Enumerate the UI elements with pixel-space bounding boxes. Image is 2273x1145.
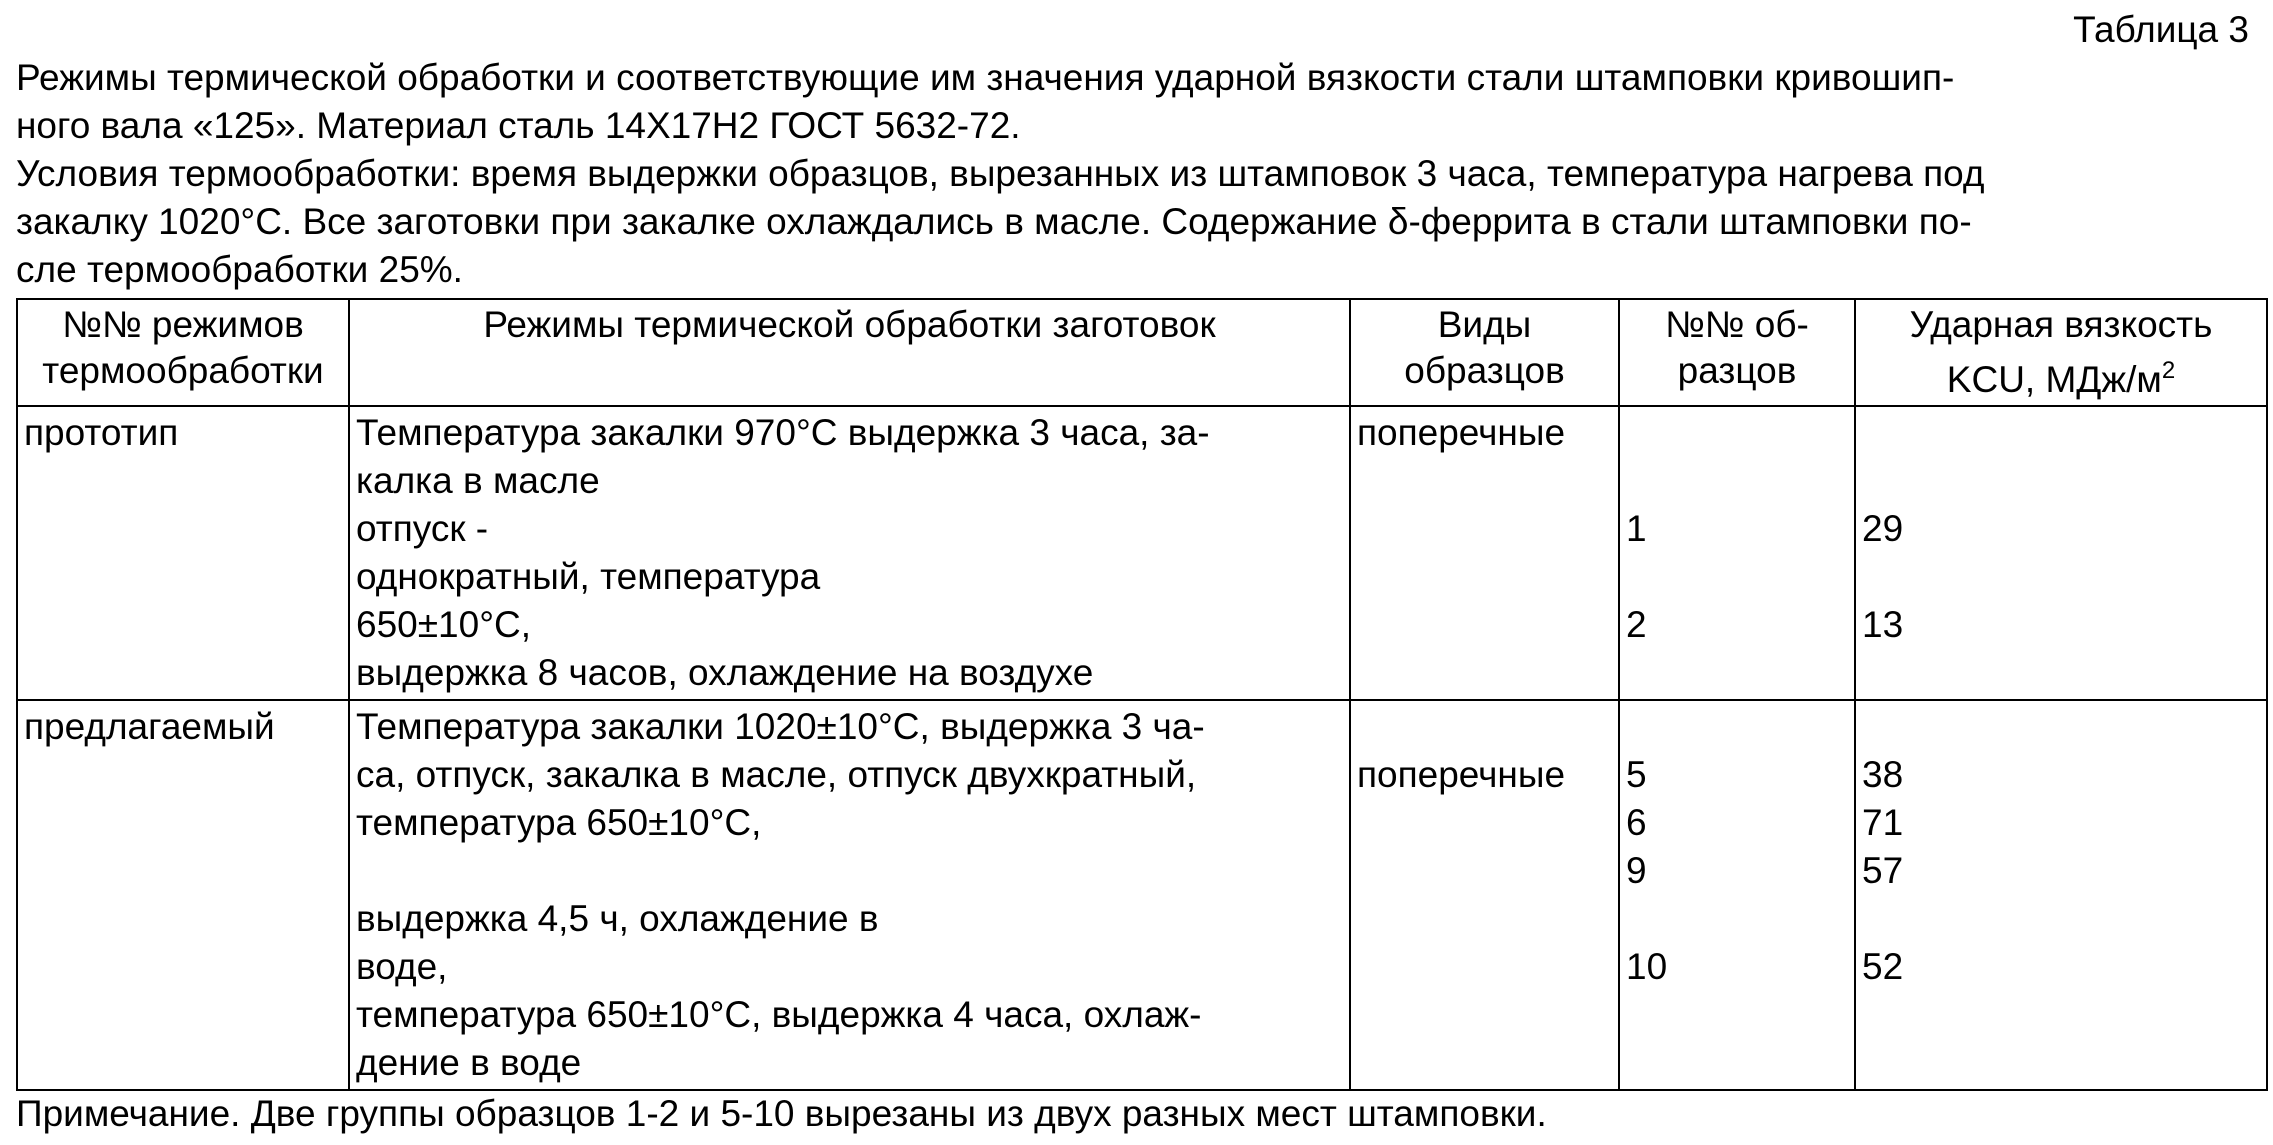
cell-sample-numbers: [1619, 700, 1855, 1090]
header-line: разцов: [1677, 350, 1797, 391]
caption-line: Условия термообработки: время выдержки образцов, вырезанных из штамповок 3 часа, температура нагрева под: [16, 153, 1985, 194]
sample-number: 9: [1626, 850, 1647, 891]
treatment-line: са, отпуск, закалка в масле, отпуск двухкратный,: [356, 754, 1197, 795]
sample-type: поперечные: [1357, 754, 1566, 795]
header-unit: KCU, МДж/м: [1946, 359, 2162, 400]
cell-sample-type: [1350, 700, 1619, 1090]
cell-treatment: [349, 406, 1350, 700]
treatment-line: калка в масле: [356, 460, 600, 501]
table-header-row: [17, 299, 2267, 406]
treatment-line: Температура закалки 970°С выдержка 3 часа, за-: [356, 412, 1210, 453]
header-line: Ударная вязкость: [1909, 304, 2213, 345]
cell-sample-numbers: [1619, 406, 1855, 700]
table-row: [17, 406, 2267, 700]
mode-name: прототип: [24, 412, 179, 453]
kcu-value: 57: [1862, 850, 1904, 891]
kcu-value: 38: [1862, 754, 1904, 795]
cell-mode: [17, 406, 349, 700]
kcu-value: 13: [1862, 604, 1904, 645]
treatment-line: выдержка 8 часов, охлаждение на воздухе: [356, 652, 1094, 693]
caption-line: закалку 1020°С. Все заготовки при закалке охлаждались в масле. Содержание δ-феррита в стали штамповки по-: [16, 201, 1972, 242]
table-caption: [16, 54, 2256, 294]
header-mode-number: [17, 299, 349, 406]
kcu-value: 52: [1862, 946, 1904, 987]
caption-line: Режимы термической обработки и соответствующие им значения ударной вязкости стали штамповки кривошип-: [16, 57, 1955, 98]
caption-line: ного вала «125». Материал сталь 14Х17Н2 ГОСТ 5632-72.: [16, 105, 1021, 146]
sample-number: 10: [1626, 946, 1668, 987]
caption-line: сле термообработки 25%.: [16, 249, 463, 290]
kcu-value: 71: [1862, 802, 1904, 843]
treatment-line: отпуск -: [356, 508, 489, 549]
header-treatment-modes: [349, 299, 1350, 406]
header-impact-strength: [1855, 299, 2267, 406]
header-line: [1862, 348, 2260, 403]
sample-number: 5: [1626, 754, 1647, 795]
table-note: Примечание. Две группы образцов 1-2 и 5-10 вырезаны из двух разных мест штамповки.: [16, 1093, 1547, 1134]
treatment-line: выдержка 4,5 ч, охлаждение в: [356, 898, 879, 939]
sample-number: 6: [1626, 802, 1647, 843]
header-line: Виды: [1437, 304, 1532, 345]
treatment-line: дение в воде: [356, 1042, 582, 1083]
treatment-line: Температура закалки 1020±10°С, выдержка 3 ча-: [356, 706, 1205, 747]
sample-number: 1: [1626, 508, 1647, 549]
treatment-line: температура 650±10°С, выдержка 4 часа, охлаж-: [356, 994, 1202, 1035]
cell-kcu-values: [1855, 406, 2267, 700]
header-line: Режимы термической обработки заготовок: [483, 304, 1216, 345]
cell-kcu-values: [1855, 700, 2267, 1090]
kcu-value: 29: [1862, 508, 1904, 549]
cell-sample-type: [1350, 406, 1619, 700]
heat-treatment-table: [16, 298, 2268, 1091]
cell-mode: [17, 700, 349, 1090]
sample-type: поперечные: [1357, 412, 1566, 453]
mode-name: предлагаемый: [24, 706, 275, 747]
header-unit-superscript: 2: [2161, 357, 2176, 384]
table-row: [17, 700, 2267, 1090]
cell-treatment: [349, 700, 1350, 1090]
treatment-line: воде,: [356, 946, 448, 987]
header-line: образцов: [1404, 350, 1565, 391]
header-line: №№ режимов: [62, 304, 304, 345]
treatment-line: 650±10°С,: [356, 604, 531, 645]
header-sample-types: [1350, 299, 1619, 406]
header-line: термообработки: [42, 350, 324, 391]
sample-number: 2: [1626, 604, 1647, 645]
header-sample-numbers: [1619, 299, 1855, 406]
treatment-line: однократный, температура: [356, 556, 821, 597]
header-line: №№ об-: [1665, 304, 1809, 345]
table-number-label: Таблица 3: [2073, 9, 2249, 50]
treatment-line: температура 650±10°С,: [356, 802, 762, 843]
